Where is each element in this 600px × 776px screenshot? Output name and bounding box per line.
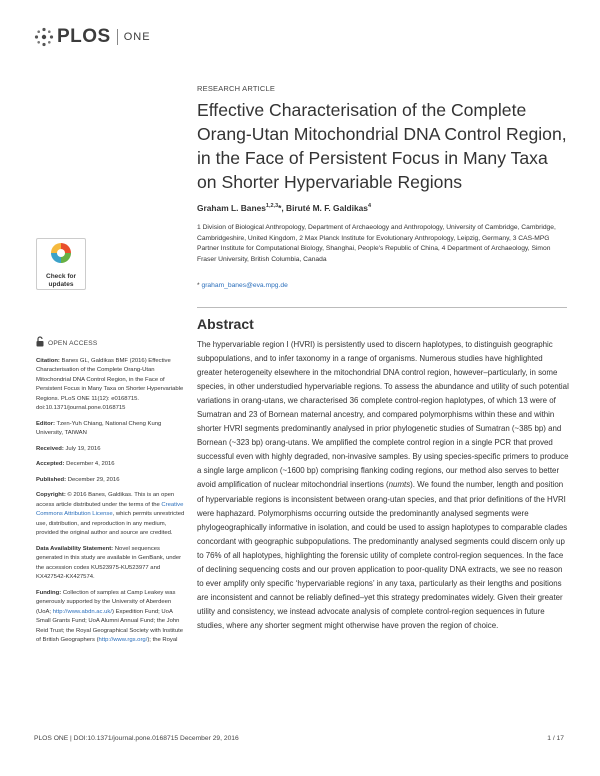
author-affil-marks[interactable]: 1,2,3 (265, 203, 279, 210)
email-link[interactable]: graham_banes@eva.mpg.de (201, 282, 288, 289)
data-availability-text: Novel sequences generated in this study are available in GenBank, under the accession codes KU523975-KU523977 and KX427542-KX427574. (36, 545, 182, 580)
logo-brand: PLOS (57, 26, 111, 47)
open-access-label (36, 336, 186, 351)
published-text: December 29, 2016 (66, 476, 120, 483)
author-name[interactable]: Graham L. Banes (197, 203, 266, 213)
data-availability-label: Data Availability Statement: (36, 545, 114, 552)
logo-divider (117, 29, 118, 45)
article-type: RESEARCH ARTICLE (197, 84, 276, 93)
abstract-part1: The hypervariable region I (HVRI) is persistently used to discern haplotypes, to distinguish geographic subpopulations, and to infer taxonomy in a range of organisms. Numerous studies have highlighted greater heterogeneity elsewhere in the mitochondrial DNA control region, however–particularly, in some species, in other understudied hypervariable regions. To assess the abundance and utility of such potential variations in orang-utans, we characterised 36 complete control-region haplotypes, of which 13 were of Sumatran and 23 of Bornean maternal ancestry, and compared polymorphisms within these and within shorter HVRI segments predominantly analysed in prior phylogenetic studies of Sumatran (~385 bp) and Bornean (~323 bp) orang-utans. We amplified the complete control region in a single PCR that proved successful even with highly degraded, non-invasive samples. By using species-specific primers to produce a single large amplicon (~1600 bp) comprising flanking coding regions, our method also serves to better avoid amplification of nuclear mitochondrial insertions ( (197, 340, 569, 490)
logo-journal: ONE (123, 31, 151, 43)
footer-citation: PLOS ONE | DOI:10.1371/journal.pone.0168715 December 29, 2016 (34, 735, 239, 742)
copyright-text: © 2016 Banes, Galdikas. This is an open access article distributed under the terms of the (36, 492, 175, 508)
published-block (36, 476, 186, 486)
data-availability-block (36, 545, 186, 583)
article-title: Effective Characterisation of the Complete Orang-Utan Mitochondrial DNA Control Region, in the Face of Persistent Focus in Many Taxa on Shorter Hypervariable Regions (197, 100, 567, 192)
accepted-block (36, 460, 186, 470)
badge-line1: Check for (46, 273, 76, 280)
author-list (197, 203, 371, 213)
license-link[interactable]: Creative Commons Attribution License (36, 501, 184, 517)
plos-one-logo (34, 26, 151, 48)
page-footer (34, 735, 564, 742)
abstract-heading: Abstract (197, 316, 254, 332)
funding-block (36, 589, 186, 646)
funding-text-end: ); the Royal (147, 637, 178, 643)
abstract-italic-term: numts (388, 480, 411, 490)
badge-text (46, 273, 76, 288)
editor-block (36, 420, 186, 439)
copyright-label: Copyright: (36, 492, 66, 498)
received-label: Received: (36, 445, 64, 452)
funding-link-rgs[interactable]: http://www.rgs.org/ (98, 637, 148, 643)
funding-text-mid: ) Expedition Fund; UoA Small Grants Fund; UoA Alumni Annual Fund; the John Reid Trust; the Royal Geographical Society with Institute of British Geographers ( (36, 608, 184, 643)
citation-label: Citation: (36, 357, 60, 364)
copyright-text-end: , which permits unrestricted use, distribution, and reproduction in any medium, provided the original author and source are credited. (36, 511, 185, 536)
page-number: 1 / 17 (547, 735, 564, 742)
citation-text: Banes GL, Galdikas BMF (2016) Effective Characterisation of the Complete Orang-Utan Mitochondrial DNA Control Region, in the Face of Persistent Focus in Many Taxa on Shorter Hypervariable Regions. PLoS ONE 11(12): e0168715. doi:10.1371/journal.pone.0168715 (36, 357, 184, 411)
abstract-text (197, 338, 569, 633)
corresponding-star: * (197, 282, 200, 289)
received-text: July 19, 2016 (63, 445, 101, 452)
funding-text: Collection of samples at Camp Leakey was generously supported by the University of Aberdeen (UoA; (36, 589, 176, 615)
article-sidebar (36, 336, 186, 652)
accepted-text: December 4, 2016 (64, 461, 115, 467)
accepted-label: Accepted: (36, 461, 65, 467)
author-affil-marks[interactable]: 4 (367, 203, 372, 210)
abstract-part2: ). We found the number, length and position of hypervariable regions is inconsistent between orang-utan species, and that prior definitions of the HVRI were haphazard. Polymorphisms occurring outside the predominantly analysed segments were phylogeographically informative in isolation, and could be used to assign haplotypes to comparable clades concordant with geographic subpopulations. The predominantly analysed segments could discern only up to 76% of all haplotypes, highlighting the forensic utility of complete control-region sequences. In the face of declining sequencing costs and our proven application to poor-quality DNA extracts, we see no reason to ever amplify only specific ‘hypervariable regions’ in any taxa, particularly as their lengths and positions are inconsistent and cannot be reliably defined–yet this strategy predominates widely. Given their greater utility and consistency, we instead advocate analysis of complete control-region sequences in future studies, where any shorter segment might otherwise have proven the region of choice. (197, 480, 568, 630)
plos-logo-icon (34, 27, 54, 47)
received-block (36, 445, 186, 455)
editor-text: Tzen-Yuh Chiang, National Cheng Kung University, TAIWAN (36, 420, 162, 436)
funding-label: Funding: (36, 589, 62, 596)
open-lock-icon (36, 336, 48, 351)
affiliations: 1 Division of Biological Anthropology, Department of Archaeology and Anthropology, University of Cambridge, Cambridge, Cambridgeshire, United Kingdom, 2 Max Planck Institute for Evolutionary Anthropology, Leipzig, Germany, 3 CAS-MPG Partner Institute for Computational Biology, Shanghai, People's Republic of China, 4 Department of Archaeology, Simon Fraser University, British Columbia, Canada (197, 224, 556, 263)
crossmark-icon (50, 242, 72, 271)
abstract-divider (197, 307, 567, 308)
check-for-updates-badge[interactable] (36, 238, 86, 290)
corresponding-email (197, 282, 288, 289)
open-access-text: OPEN ACCESS (48, 339, 98, 347)
author-corresponding-mark: *, (278, 203, 284, 213)
published-label: Published: (36, 476, 67, 483)
editor-label: Editor: (36, 420, 55, 427)
copyright-block (36, 491, 186, 539)
funding-link-abdn[interactable]: http://www.abdn.ac.uk/ (52, 608, 112, 615)
citation-block (36, 357, 186, 414)
author-name[interactable]: Biruté M. F. Galdikas (286, 203, 368, 213)
badge-line2: updates (48, 280, 74, 288)
